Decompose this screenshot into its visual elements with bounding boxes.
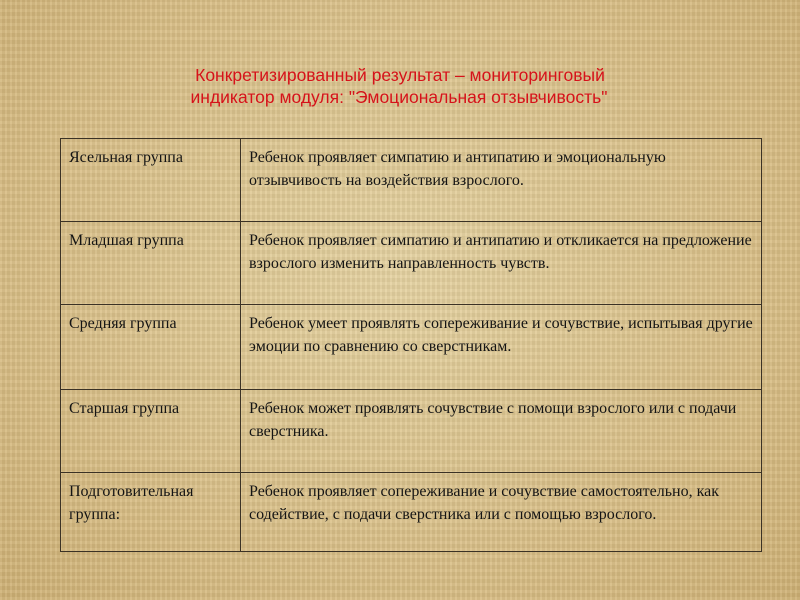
title-line-1: Конкретизированный результат – мониторинговый <box>195 65 605 85</box>
title-line-2: индикатор модуля: "Эмоциональная отзывчивость" <box>190 87 608 107</box>
table-row <box>61 222 762 305</box>
monitoring-table <box>60 138 762 552</box>
table-row <box>61 139 762 222</box>
description-cell: Ребенок проявляет симпатию и антипатию и откликается на предложение взрослого изменить направленность чувств. <box>241 222 762 305</box>
slide-title <box>0 64 800 108</box>
description-cell: Ребенок умеет проявлять сопереживание и сочувствие, испытывая другие эмоции по сравнению со сверстникам. <box>241 305 762 390</box>
group-cell: Ясельная группа <box>61 139 241 222</box>
table-row <box>61 305 762 390</box>
description-cell: Ребенок проявляет сопереживание и сочувствие самостоятельно, как содействие, с подачи сверстника или с помощью взрослого. <box>241 473 762 552</box>
group-cell: Средняя группа <box>61 305 241 390</box>
description-cell: Ребенок может проявлять сочувствие с помощи взрослого или с подачи сверстника. <box>241 390 762 473</box>
table-row <box>61 390 762 473</box>
table-row <box>61 473 762 552</box>
group-cell: Младшая группа <box>61 222 241 305</box>
description-cell: Ребенок проявляет симпатию и антипатию и эмоциональную отзывчивость на воздействия взрослого. <box>241 139 762 222</box>
group-cell: Старшая группа <box>61 390 241 473</box>
group-cell: Подготовительная группа: <box>61 473 241 552</box>
